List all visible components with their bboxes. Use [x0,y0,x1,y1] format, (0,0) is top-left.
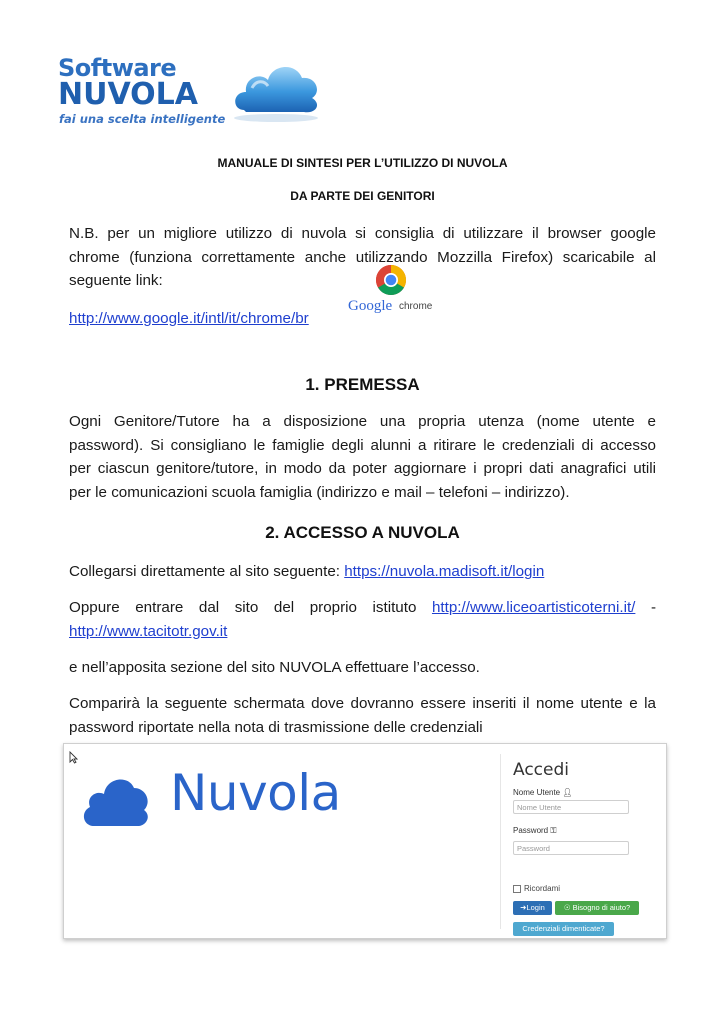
login-button-label: Login [526,903,545,912]
logo-tagline: fai una scelta intelligente [59,112,226,126]
section-1-paragraph [69,410,656,504]
google-wordmark [348,298,392,315]
remember-label: Ricordami [524,884,561,893]
sign-in-icon: ➜ [520,903,527,912]
liceo-artistico-link[interactable]: http://www.liceoartisticoterni.it/ [431,599,636,616]
chrome-icon [375,264,407,296]
section-1-line-2: password). Si consigliano le famiglie degli alunni a ritirare le credenziali di accesso [69,436,656,454]
link-separator: - [635,599,656,616]
remember-checkbox[interactable] [513,885,521,893]
help-button[interactable] [555,901,639,915]
username-input[interactable]: Nome Utente [513,800,629,814]
section-1-line-3: per ciascun genitore/tutore, in modo da poter aggiornare i propri dati anagrafici utili [69,460,656,477]
user-icon: 👤︎ [562,788,573,797]
forgot-credentials-button[interactable]: Credenziali dimenticate? [513,922,614,936]
password-label-text: Password [513,826,549,835]
section-2-paragraph-3: e nell’apposita sezione del sito NUVOLA effettuare l’accesso. [69,659,480,676]
cloud-icon [230,58,322,124]
chrome-wordmark: chrome [399,301,433,312]
logo-line-nuvola: NUVOLA [58,77,198,112]
screen-description-line-1: Comparirà la seguente schermata dove dovranno essere inseriti il nome utente e la [69,695,656,712]
google-chrome-badge [343,262,443,318]
section-1-line-1: Ogni Genitore/Tutore ha a disposizione una propria utenza (nome utente e [69,413,656,430]
tacito-link[interactable]: http://www.tacitotr.gov.it [69,622,228,640]
username-label [513,788,573,797]
software-nuvola-logo [58,52,328,128]
section-1-heading: 1. PREMESSA [305,375,420,394]
google-wordmark-text: Google [348,298,393,314]
section-2-paragraph-2 [69,596,656,643]
chrome-download-link[interactable]: http://www.google.it/intl/it/chrome/br [69,310,309,327]
nuvola-brand-name: Nuvola [170,764,341,822]
section-2-heading: 2. ACCESSO A NUVOLA [265,523,460,542]
mouse-cursor-icon [69,751,78,764]
document-title: MANUALE DI SINTESI PER L’UTILIZZO DI NUVOLA [217,156,508,170]
nb-line-1: N.B. per un migliore utilizzo di nuvola si consiglia di utilizzare il browser google [69,225,656,242]
section-2-paragraph-1 [69,560,656,584]
direct-link-text: Collegarsi direttamente al sito seguente: [69,563,345,580]
password-input[interactable]: Password [513,841,629,855]
password-label [513,826,556,836]
nb-line-2: chrome (funziona correttamente anche utilizzando Mozzilla Firefox) scaricabile al [69,248,656,266]
logo-line-software: Software [58,54,177,82]
nuvola-login-link[interactable]: https://nuvola.madisoft.it/login [344,563,545,580]
key-icon: ⚿ [550,826,557,835]
tacito-line [69,620,656,644]
section-2-paragraph-4 [69,692,656,739]
lifebuoy-icon: ☉ [563,903,573,912]
document-subtitle: DA PARTE DEI GENITORI [290,189,435,203]
login-button[interactable] [513,901,552,915]
screenshot-divider [500,754,501,929]
nb-line-3: seguente link: [69,272,163,289]
nuvola-cloud-icon [80,770,152,828]
help-button-label: Bisogno di aiuto? [572,903,631,912]
school-site-line [69,596,656,620]
section-1-line-4: per le comunicazioni scuola famiglia (indirizzo e mail – telefoni – indirizzo). [69,483,570,501]
screen-description-line-2: password riportate nella nota di trasmissione delle credenziali [69,718,483,736]
nuvola-login-screenshot [63,743,667,939]
school-site-text: Oppure entrare dal sito del proprio istituto [69,599,432,616]
username-label-text: Nome Utente [513,788,561,797]
login-title: Accedi [513,760,569,780]
